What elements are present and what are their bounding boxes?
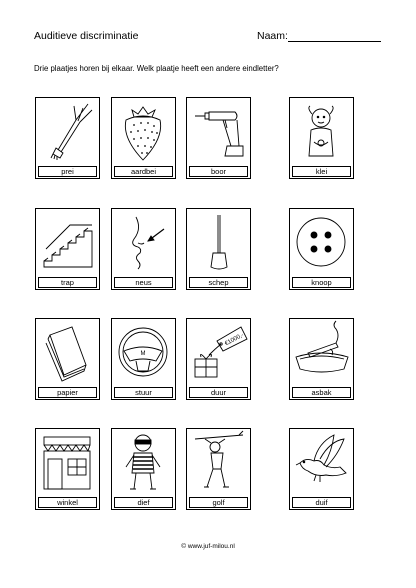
picture-card-schep	[186, 208, 251, 290]
leek-illustration	[36, 98, 99, 165]
picture-card-knoop	[289, 208, 354, 290]
picture-card-neus	[111, 208, 176, 290]
word-label: dief	[114, 497, 173, 508]
word-label: prei	[38, 166, 97, 177]
word-label: stuur	[114, 387, 173, 398]
child-with-clay-illustration	[290, 98, 353, 165]
button-illustration	[290, 209, 353, 276]
strawberry-illustration	[112, 98, 175, 165]
thief-illustration	[112, 429, 175, 496]
nose-illustration	[112, 209, 175, 276]
word-label: duif	[292, 497, 351, 508]
expensive-gift-illustration	[187, 319, 250, 386]
golfer-illustration	[187, 429, 250, 496]
word-label: neus	[114, 277, 173, 288]
ashtray-illustration	[290, 319, 353, 386]
picture-card-trap	[35, 208, 100, 290]
picture-card-stuur	[111, 318, 176, 400]
price-tag-text: €1000,-	[224, 332, 245, 348]
picture-card-prei	[35, 97, 100, 179]
picture-card-winkel	[35, 428, 100, 510]
picture-card-golf	[186, 428, 251, 510]
picture-card-duur	[186, 318, 251, 400]
stairs-illustration	[36, 209, 99, 276]
dove-illustration	[290, 429, 353, 496]
worksheet-title: Auditieve discriminatie	[34, 30, 139, 42]
word-label: golf	[189, 497, 248, 508]
picture-card-dief	[111, 428, 176, 510]
word-label: trap	[38, 277, 97, 288]
word-label: knoop	[292, 277, 351, 288]
picture-card-asbak	[289, 318, 354, 400]
picture-card-boor	[186, 97, 251, 179]
word-label: duur	[189, 387, 248, 398]
word-label: papier	[38, 387, 97, 398]
word-label: klei	[292, 166, 351, 177]
footer-credit: © www.juf-milou.nl	[181, 543, 235, 550]
shop-illustration	[36, 429, 99, 496]
word-label: asbak	[292, 387, 351, 398]
picture-card-klei	[289, 97, 354, 179]
word-label: schep	[189, 277, 248, 288]
name-label: Naam:	[257, 30, 288, 42]
paper-stack-illustration	[36, 319, 99, 386]
picture-card-aardbei	[111, 97, 176, 179]
word-label: boor	[189, 166, 248, 177]
word-label: winkel	[38, 497, 97, 508]
picture-card-papier	[35, 318, 100, 400]
word-label: aardbei	[114, 166, 173, 177]
steering-wheel-illustration	[112, 319, 175, 386]
drill-illustration	[187, 98, 250, 165]
instruction-text: Drie plaatjes horen bij elkaar. Welk plaatje heeft een andere eindletter?	[34, 64, 279, 73]
name-field-line	[288, 41, 381, 42]
svg-text:M: M	[140, 351, 146, 357]
shovel-illustration	[187, 209, 250, 276]
picture-card-duif	[289, 428, 354, 510]
